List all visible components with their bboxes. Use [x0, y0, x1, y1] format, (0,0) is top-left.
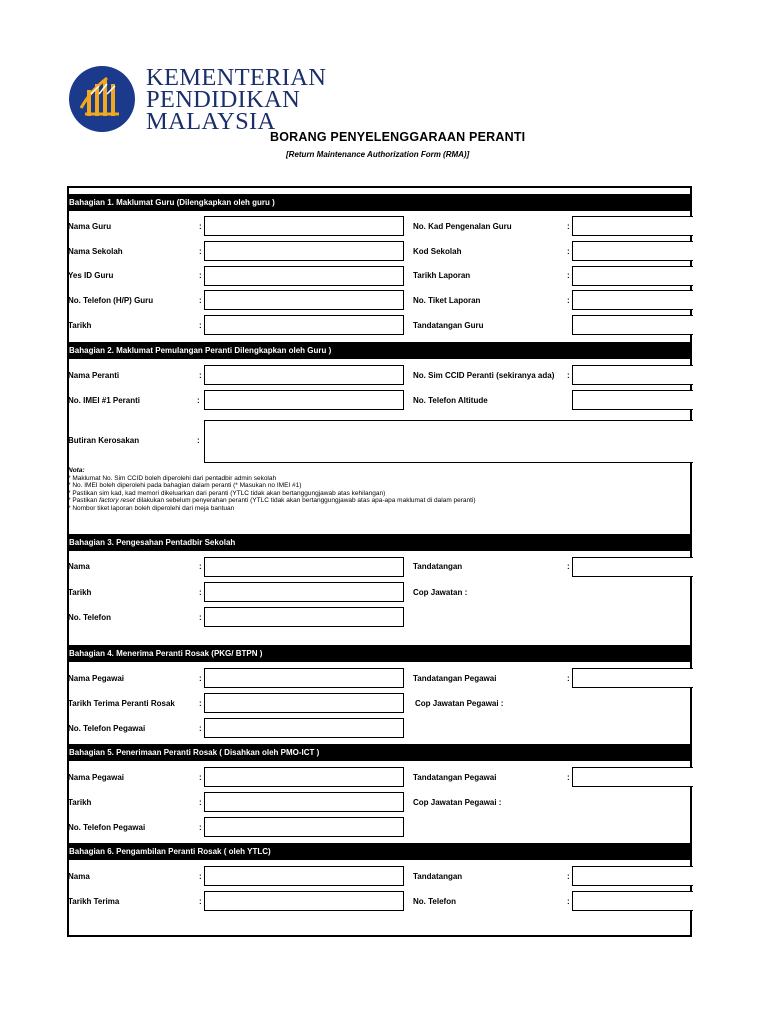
ytlc-tandatangan-field[interactable]: [572, 866, 693, 886]
ytlc-tarikh-terima-field[interactable]: [204, 891, 404, 911]
colon: :: [567, 872, 570, 881]
colon: :: [197, 396, 200, 405]
label-nama: Nama: [68, 872, 90, 881]
colon: :: [567, 562, 570, 571]
colon: :: [567, 674, 570, 683]
ytlc-nama-field[interactable]: [204, 866, 404, 886]
colon: :: [199, 699, 202, 708]
no-sim-field[interactable]: [572, 365, 693, 385]
colon: :: [567, 371, 570, 380]
label-no-tiket: No. Tiket Laporan: [413, 296, 481, 305]
label-yes-id: Yes ID Guru: [68, 271, 114, 280]
label-tarikh: Tarikh: [68, 321, 92, 330]
note-line: [68, 497, 476, 505]
label-no-sim: No. Sim CCID Peranti (sekiranya ada): [413, 371, 555, 380]
pentadbir-tandatangan-field[interactable]: [572, 557, 693, 577]
tandatangan-guru-field[interactable]: [572, 315, 693, 335]
colon: :: [197, 436, 200, 445]
no-kad-field[interactable]: [572, 216, 693, 236]
label-no-telefon-pegawai: No. Telefon Pegawai: [68, 823, 146, 832]
pmo-tandatangan-field[interactable]: [572, 767, 693, 787]
pmo-nama-pegawai-field[interactable]: [204, 767, 404, 787]
nama-peranti-field[interactable]: [204, 365, 404, 385]
label-butiran: Butiran Kerosakan: [68, 436, 140, 445]
ministry-logo: [67, 64, 327, 135]
label-no-telefon-guru: No. Telefon (H/P) Guru: [68, 296, 154, 305]
colon: :: [199, 872, 202, 881]
label-nama-sekolah: Nama Sekolah: [68, 247, 123, 256]
no-telefon-guru-field[interactable]: [204, 290, 404, 310]
section-2-header: Bahagian 2. Maklumat Pemulangan Peranti Dilengkapkan oleh Guru ): [67, 342, 692, 359]
note-line: * Nombor tiket laporan boleh diperolehi dari meja bantuan: [68, 504, 235, 512]
tarikh-field[interactable]: [204, 315, 404, 335]
colon: :: [199, 613, 202, 622]
colon: :: [199, 222, 202, 231]
label-cop-jawatan: Cop Jawatan :: [413, 588, 468, 597]
colon: :: [199, 823, 202, 832]
pmo-no-telefon-field[interactable]: [204, 817, 404, 837]
label-no-imei: No. IMEI #1 Peranti: [68, 396, 141, 405]
label-no-telefon: No. Telefon: [68, 613, 111, 622]
colon: :: [567, 271, 570, 280]
no-imei-field[interactable]: [204, 390, 404, 410]
label-cop-jawatan-pegawai: Cop Jawatan Pegawai :: [415, 699, 504, 708]
colon: :: [567, 296, 570, 305]
label-tarikh-laporan: Tarikh Laporan: [413, 271, 471, 280]
label-tandatangan-guru: Tandatangan Guru: [413, 321, 484, 330]
note-line: * No. IMEI boleh diperolehi pada bahagian dalam peranti (* Masukan no IMEI #1): [68, 482, 302, 489]
colon: :: [567, 222, 570, 231]
notes-label: Nota:: [68, 467, 85, 474]
label-kod-sekolah: Kod Sekolah: [413, 247, 462, 256]
colon: :: [199, 562, 202, 571]
form-title: BORANG PENYELENGGARAAN PERANTI: [270, 130, 526, 144]
logo-line-3: MALAYSIA: [146, 108, 276, 135]
colon: :: [199, 897, 202, 906]
butiran-kerosakan-field[interactable]: [204, 420, 693, 463]
colon: :: [199, 321, 202, 330]
ytlc-no-telefon-field[interactable]: [572, 891, 693, 911]
colon: :: [199, 773, 202, 782]
section-3-header: Bahagian 3. Pengesahan Pentadbir Sekolah: [67, 534, 692, 551]
label-tandatangan: Tandatangan: [413, 872, 463, 881]
note-text: dilakukan sebelum penyerahan peranti (YTLC tidak akan bertanggungjawab atas apa-apa maklumat di dalam peranti): [134, 497, 476, 504]
pkg-tandatangan-field[interactable]: [572, 668, 693, 688]
nama-sekolah-field[interactable]: [204, 241, 404, 261]
pkg-tarikh-terima-field[interactable]: [204, 693, 404, 713]
logo-line-1: KEMENTERIAN: [146, 64, 327, 91]
label-tandatangan-pegawai: Tandatangan Pegawai: [413, 674, 497, 683]
label-no-telefon-altitude: No. Telefon Altitude: [413, 396, 488, 405]
notes-block: [68, 467, 476, 512]
pentadbir-no-telefon-field[interactable]: [204, 607, 404, 627]
logo-line-2: PENDIDIKAN: [146, 86, 301, 113]
note-emphasis: factory reset: [99, 497, 135, 504]
pentadbir-nama-field[interactable]: [204, 557, 404, 577]
colon: :: [199, 674, 202, 683]
label-tarikh: Tarikh: [68, 798, 92, 807]
colon: :: [199, 371, 202, 380]
label-no-kad: No. Kad Pengenalan Guru: [413, 222, 512, 231]
crest-icon: [67, 64, 137, 134]
colon: :: [567, 773, 570, 782]
section-4-header: Bahagian 4. Menerima Peranti Rosak (PKG/ BTPN ): [67, 645, 692, 662]
label-nama-peranti: Nama Peranti: [68, 371, 120, 380]
label-tandatangan-pegawai: Tandatangan Pegawai: [413, 773, 497, 782]
note-line: * Maklumat No. Sim CCID boleh diperolehi dari pentadbir admin sekolah: [68, 474, 277, 482]
section-6-header: Bahagian 6. Pengambilan Peranti Rosak ( oleh YTLC): [67, 843, 692, 860]
note-line: * Pastikan sim kad, kad memori dikeluarkan dari peranti (YTLC tidak akan bertanggungjawab atas kehilangan): [68, 489, 386, 497]
pkg-no-telefon-field[interactable]: [204, 718, 404, 738]
no-telefon-altitude-field[interactable]: [572, 390, 693, 410]
nama-guru-field[interactable]: [204, 216, 404, 236]
label-no-telefon: No. Telefon: [413, 897, 456, 906]
colon: :: [567, 247, 570, 256]
tarikh-laporan-field[interactable]: [572, 266, 693, 286]
colon: :: [199, 724, 202, 733]
label-nama-pegawai: Nama Pegawai: [68, 674, 125, 683]
label-tarikh: Tarikh: [68, 588, 92, 597]
no-tiket-field[interactable]: [572, 290, 693, 310]
label-cop-jawatan-pegawai: Cop Jawatan Pegawai :: [413, 798, 502, 807]
pmo-tarikh-field[interactable]: [204, 792, 404, 812]
pkg-nama-pegawai-field[interactable]: [204, 668, 404, 688]
label-tandatangan: Tandatangan: [413, 562, 463, 571]
colon: :: [567, 897, 570, 906]
colon: :: [199, 271, 202, 280]
yes-id-field[interactable]: [204, 266, 404, 286]
section-1-header: Bahagian 1. Maklumat Guru (Dilengkapkan oleh guru ): [67, 194, 692, 211]
label-nama-guru: Nama Guru: [68, 222, 112, 231]
kod-sekolah-field[interactable]: [572, 241, 693, 261]
colon: :: [199, 798, 202, 807]
colon: :: [199, 247, 202, 256]
colon: :: [199, 588, 202, 597]
colon: :: [199, 296, 202, 305]
label-nama-pegawai: Nama Pegawai: [68, 773, 125, 782]
note-text: * Pastikan: [68, 497, 100, 504]
label-tarikh-terima: Tarikh Terima: [68, 897, 120, 906]
label-nama: Nama: [68, 562, 90, 571]
pentadbir-tarikh-field[interactable]: [204, 582, 404, 602]
label-no-telefon-pegawai: No. Telefon Pegawai: [68, 724, 146, 733]
label-tarikh-terima: Tarikh Terima Peranti Rosak: [68, 699, 175, 708]
section-5-header: Bahagian 5. Penerimaan Peranti Rosak ( Disahkan oleh PMO-ICT ): [67, 744, 692, 761]
form-subtitle: [Return Maintenance Authorization Form (RMA)]: [286, 150, 470, 159]
